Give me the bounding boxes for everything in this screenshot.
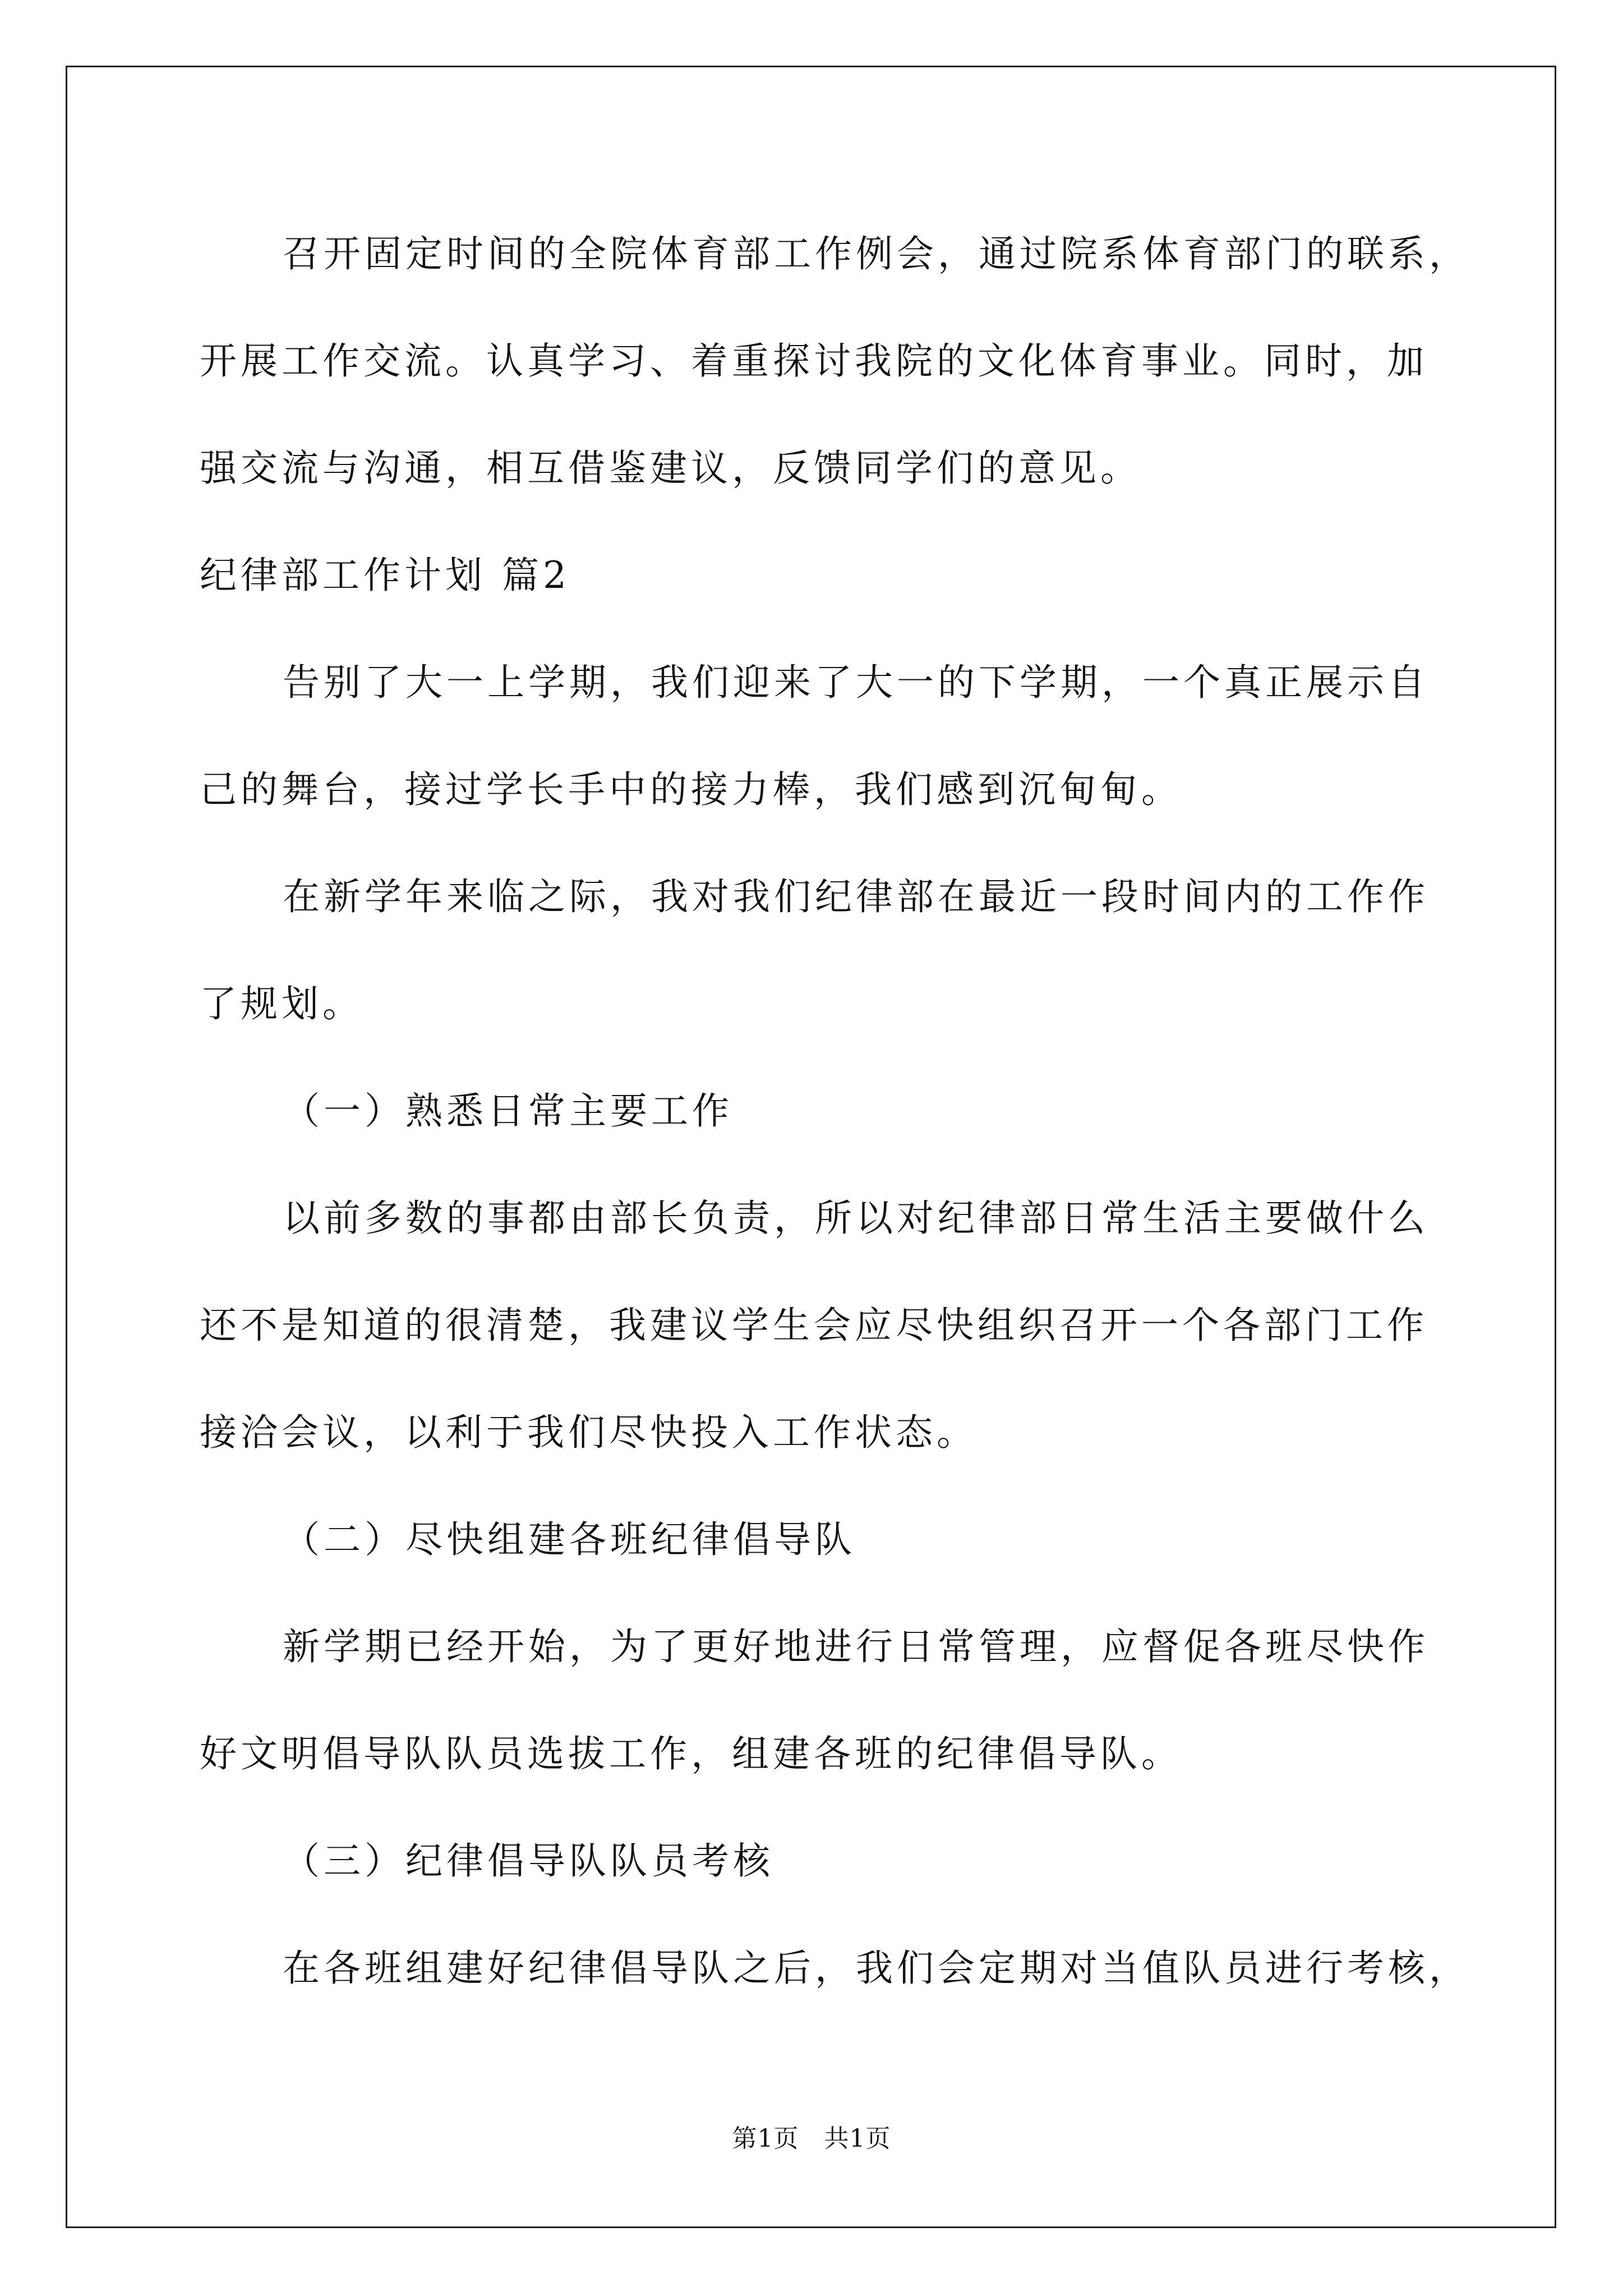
- section-heading: 纪律部工作计划 篇2: [200, 554, 570, 597]
- paragraph-line: 告别了大一上学期，我们迎来了大一的下学期，一个真正展示自: [283, 661, 1429, 704]
- paragraph-line: 己的舞台，接过学长手中的接力棒，我们感到沉甸甸。: [200, 768, 1182, 811]
- subheading: （一）熟悉日常主要工作: [283, 1089, 733, 1133]
- page-footer: 第1页 共1页: [732, 2124, 891, 2153]
- paragraph-line: 强交流与沟通，相互借鉴建议，反馈同学们的意见。: [200, 447, 1141, 490]
- paragraph-line: 了规划。: [200, 982, 363, 1025]
- subheading: （三）纪律倡导队队员考核: [283, 1839, 774, 1883]
- paragraph-line: 开展工作交流。认真学习、着重探讨我院的文化体育事业。同时，加: [200, 339, 1428, 383]
- paragraph-line: 新学期已经开始，为了更好地进行日常管理，应督促各班尽快作: [283, 1625, 1429, 1668]
- paragraph-line: 召开固定时间的全院体育部工作例会，通过院系体育部门的联系，: [283, 232, 1470, 275]
- paragraph-line: 在新学年来临之际，我对我们纪律部在最近一段时间内的工作作: [283, 875, 1429, 918]
- page-border: [66, 66, 1556, 2228]
- paragraph-line: 还不是知道的很清楚，我建议学生会应尽快组织召开一个各部门工作: [200, 1304, 1428, 1347]
- paragraph-line: 好文明倡导队队员选拔工作，组建各班的纪律倡导队。: [200, 1732, 1182, 1775]
- paragraph-line: 以前多数的事都由部长负责，所以对纪律部日常生活主要做什么: [283, 1197, 1429, 1240]
- subheading: （二）尽快组建各班纪律倡导队: [283, 1518, 856, 1561]
- paragraph-line: 在各班组建好纪律倡导队之后，我们会定期对当值队员进行考核，: [283, 1947, 1470, 1990]
- paragraph-line: 接洽会议，以利于我们尽快投入工作状态。: [200, 1411, 978, 1454]
